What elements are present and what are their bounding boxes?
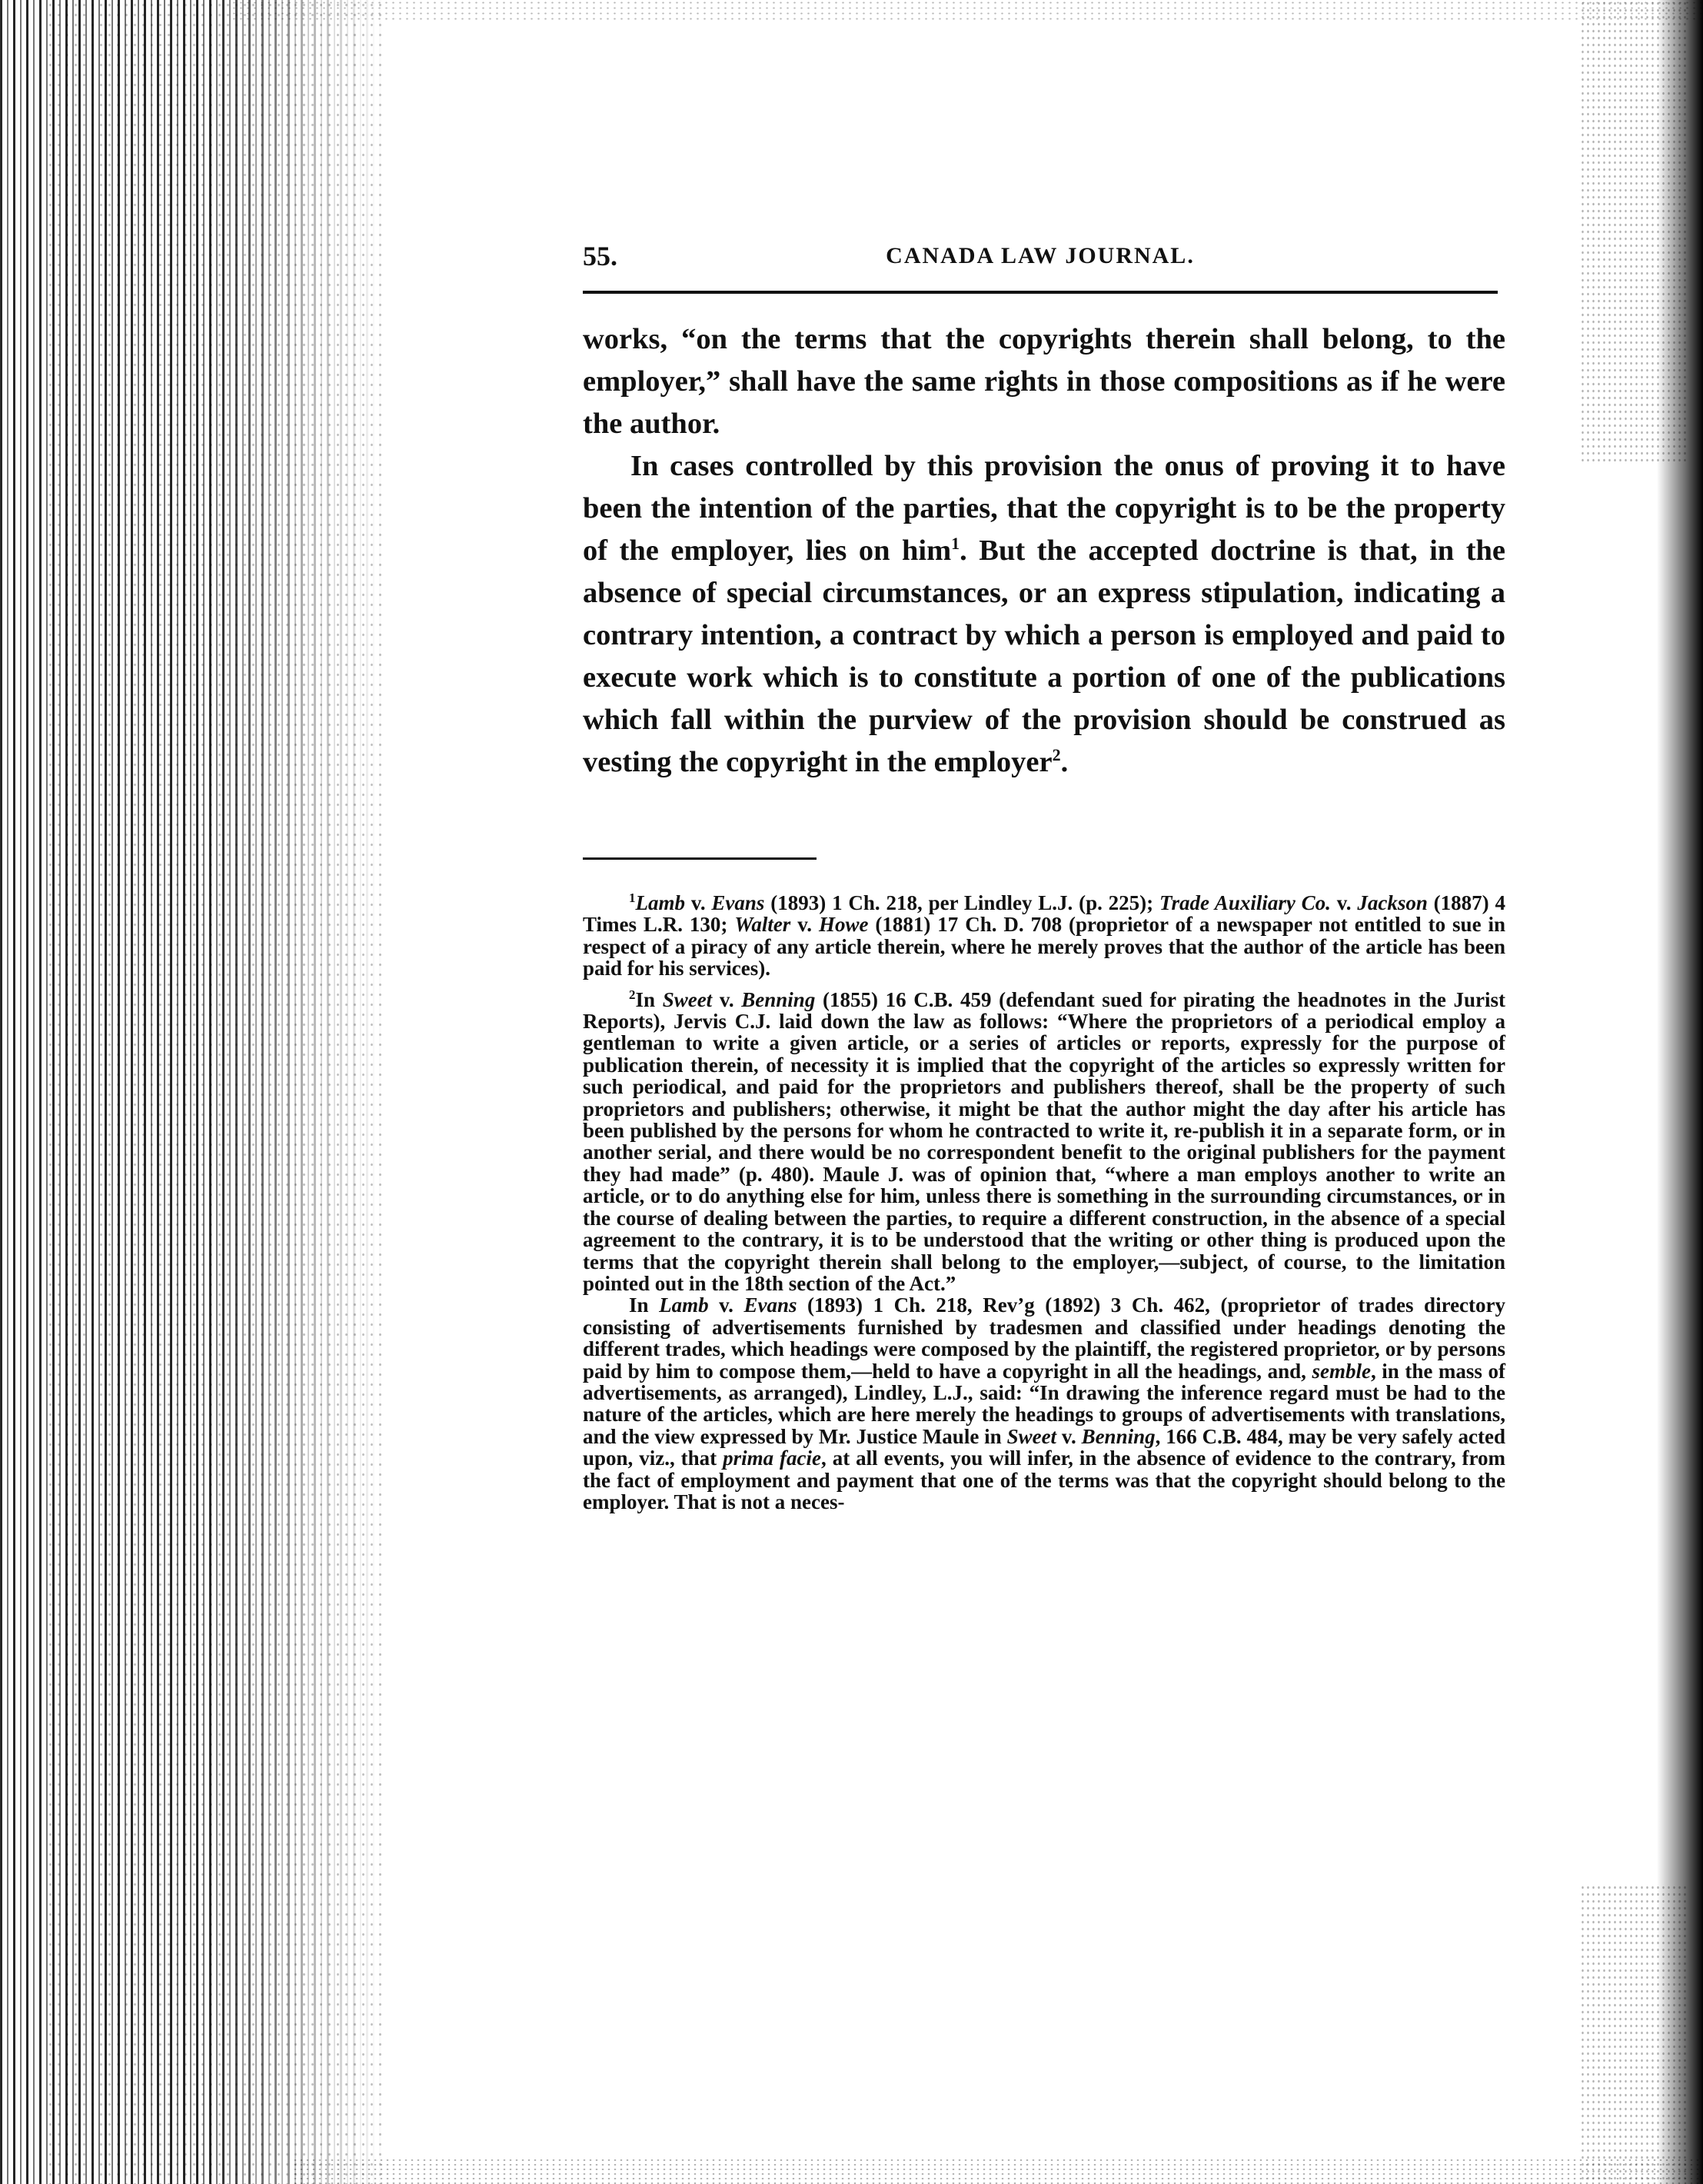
footnote-text: v. bbox=[712, 987, 742, 1011]
footnote-text: v. bbox=[1330, 891, 1358, 914]
case-name: Benning bbox=[741, 987, 816, 1011]
case-name: Evans bbox=[743, 1293, 797, 1317]
footnote-text: In bbox=[635, 987, 663, 1011]
footnote-text: (1887) 4 Times L.R. 130; bbox=[583, 891, 1505, 937]
footnote-text: (1881) 17 Ch. D. 708 (proprietor of a newspaper not entitled to sue in respect of a piracy of any article therein, where he merely proves that the author of the article has been paid for his services). bbox=[583, 913, 1505, 980]
main-text bbox=[583, 318, 1505, 784]
case-name: Jackson bbox=[1357, 891, 1428, 914]
case-name: Sweet bbox=[1006, 1424, 1057, 1448]
paragraph-1: works, “on the terms that the copyrights therein shall belong, to the employer,” shall have the same rights in those compositions as if he were the author. bbox=[583, 323, 1505, 440]
footnote-rule bbox=[583, 857, 817, 860]
scan-noise-right-top bbox=[1580, 0, 1688, 461]
latin-term: prima facie bbox=[723, 1447, 822, 1470]
page-number: 55. bbox=[583, 241, 617, 271]
footnote-text: , 166 C.B. 484, may be very safely acted upon, viz., that bbox=[583, 1424, 1505, 1470]
footnote-text: In bbox=[629, 1293, 660, 1317]
footnote-text: v. bbox=[685, 891, 712, 914]
footnote-2-marker: 2 bbox=[629, 987, 636, 1002]
paragraph-2-text-rest: . But the accepted doctrine is that, in the absence of special circumstances, or an express stipulation, indicating a contrary intention, a contract by which a person is employed and paid to execute work which is to constitute a portion of one of the publications which fall within the purview of the provision should be construed as vesting the copyright in the employer bbox=[583, 534, 1506, 778]
case-name: Evans bbox=[711, 891, 765, 914]
footnote-text: (1893) 1 Ch. 218, per Lindley L.J. (p. 225); bbox=[764, 891, 1159, 914]
footnote-1-marker: 1 bbox=[629, 891, 636, 905]
footnotes bbox=[583, 892, 1505, 1513]
paragraph-2-end: . bbox=[1060, 746, 1069, 778]
footnote-ref-1: 1 bbox=[951, 534, 960, 554]
scan-noise-right-bottom bbox=[1580, 1884, 1688, 2184]
footnote-text: , in the mass of advertisements, as arranged), Lindley, L.J., said: “In drawing the inference regard must be had to the nature of the articles, which are here merely the headings to groups of advertisements with translations, and the view expressed by Mr. Justice Maule in bbox=[583, 1359, 1505, 1448]
case-name: Benning bbox=[1081, 1424, 1156, 1448]
footnote-2 bbox=[583, 989, 1505, 1295]
footnote-text: , at all events, you will infer, in the absence of evidence to the contrary, from the fact of employment and payment that one of the terms was that the copyright should belong to the employer. That is not a neces- bbox=[583, 1447, 1505, 1513]
header-rule bbox=[583, 291, 1498, 294]
case-name: Lamb bbox=[659, 1293, 709, 1317]
footnote-ref-2: 2 bbox=[1052, 745, 1061, 765]
latin-term: semble bbox=[1312, 1359, 1371, 1383]
paragraph-2-text: In cases controlled by this provision the onus of proving it to have been the intention of the parties, that the copyright is to be the property of the employer, lies on him bbox=[583, 450, 1505, 567]
footnote-text: v. bbox=[1056, 1424, 1082, 1448]
case-name: Lamb bbox=[635, 891, 685, 914]
scan-noise-left bbox=[46, 0, 384, 2184]
scan-noise-top bbox=[231, 0, 1703, 23]
running-head bbox=[583, 240, 1498, 278]
case-name: Sweet bbox=[662, 987, 713, 1011]
footnote-1 bbox=[583, 892, 1505, 980]
footnote-text: (1855) 16 C.B. 459 (defendant sued for pirating the headnotes in the Jurist Reports), Jervis C.J. laid down the law as follows: “Where the proprietors of a periodical employ a gentleman to write a given article, or a series of articles or reports, expressly for the purpose of publication therein, of necessity it is implied that the copyright of the articles so expressly written for such periodical, and paid for the proprietors and publishers thereof, shall be the property of such proprietors and publishers; otherwise, it might be that the author might the day after his article has been published by the persons for whom he contracted to write it, re-publish it in a separate form, or in another serial, and there would be no correspondent benefit to the original publishers for the payment they had made” (p. 480). Maule J. was of opinion that, “where a man employs another to write an article, or to do anything else for him, unless there is something in the surrounding circumstances, or in the course of dealing between the parties, to require a different construction, in the absence of a special agreement to the contrary, it is to be understood that the writing or other thing is produced upon the terms that the copyright therein shall belong to the employer,—subject, of course, to the limitation pointed out in the 18th section of the Act.” bbox=[583, 987, 1505, 1295]
case-name: Trade Auxiliary Co. bbox=[1159, 891, 1331, 914]
footnote-text: v. bbox=[708, 1293, 744, 1317]
scan-noise-bottom bbox=[292, 2158, 1703, 2184]
case-name: Walter bbox=[734, 913, 791, 937]
footnote-text: (1893) 1 Ch. 218, Rev’g (1892) 3 Ch. 462, (proprietor of trades directory consisting of advertisements furnished by tradesmen and classified under headings denoting the different trades, which headings were composed by the plaintiff, the registered proprietor, or by persons paid by him to compose them,—held to have a copyright in all the headings, and, bbox=[583, 1293, 1506, 1383]
paragraph-2 bbox=[583, 445, 1505, 784]
footnote-2-continued bbox=[583, 1294, 1505, 1513]
case-name: Howe bbox=[818, 913, 869, 937]
journal-title: CANADA LAW JOURNAL. bbox=[886, 243, 1195, 268]
footnote-text: v. bbox=[790, 913, 819, 937]
